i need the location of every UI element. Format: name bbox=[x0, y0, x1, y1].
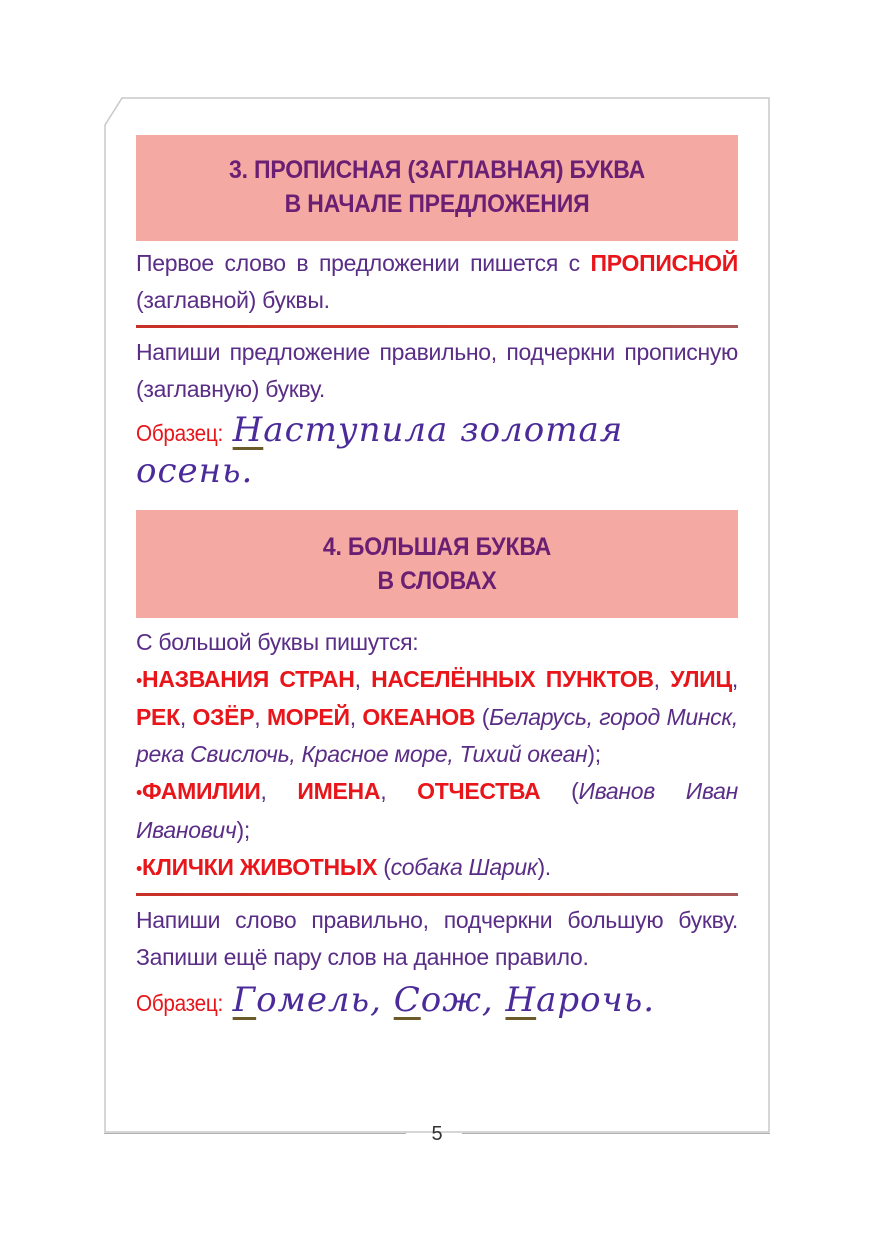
section3-sample bbox=[136, 410, 738, 450]
section4-heading-line2: В СЛОВАХ bbox=[160, 564, 714, 598]
underlined-capital: Н bbox=[505, 980, 537, 1021]
section3-heading bbox=[136, 135, 738, 241]
footer-line-right bbox=[462, 1133, 770, 1134]
section4-task: Напиши слово правильно, подчеркни большую букву. Запиши ещё пару слов на данное правило. bbox=[136, 907, 738, 971]
sample-label: Образец: bbox=[136, 420, 223, 446]
red-term: КЛИЧКИ ЖИВОТНЫХ bbox=[142, 853, 378, 880]
page-content bbox=[136, 135, 738, 1020]
section4-bullet-2: •ФАМИЛИИ, ИМЕНА, ОТЧЕСТВА (Иванов Иван Иванович); bbox=[136, 778, 738, 843]
sample-word: омель, bbox=[256, 980, 382, 1021]
red-term: РЕК bbox=[136, 704, 180, 731]
section3-heading-line2: В НАЧАЛЕ ПРЕДЛОЖЕНИЯ bbox=[160, 187, 714, 221]
example-text: собака Шарик bbox=[390, 853, 538, 880]
page-footer bbox=[104, 1123, 770, 1147]
section4-heading bbox=[136, 510, 738, 618]
red-term: УЛИЦ bbox=[670, 666, 732, 692]
underlined-capital: С bbox=[393, 980, 421, 1021]
example-text: Иванов Иван Иванович bbox=[136, 778, 738, 843]
section3-heading-line1: 3. ПРОПИСНАЯ (ЗАГЛАВНАЯ) БУКВА bbox=[160, 153, 714, 187]
section4-divider bbox=[136, 893, 738, 896]
footer-line-left bbox=[104, 1133, 406, 1134]
sample-word: ож, bbox=[420, 980, 494, 1021]
section4-bullet-1: •НАЗВАНИЯ СТРАН, НАСЕЛЁННЫХ ПУНКТОВ, УЛИЦ, РЕК, ОЗЁР, МОРЕЙ, ОКЕАНОВ (Беларусь, город Минск, река Свислочь, Красное море, Тихий океан); bbox=[136, 666, 739, 768]
page-number: 5 bbox=[431, 1123, 443, 1145]
section4-bullet-3: •КЛИЧКИ ЖИВОТНЫХ (собака Шарик). bbox=[136, 853, 551, 880]
section3-divider bbox=[136, 325, 738, 328]
sample-word: арочь. bbox=[536, 980, 656, 1021]
red-term: ОЗЁР bbox=[192, 704, 255, 731]
red-term: ИМЕНА bbox=[297, 778, 381, 805]
sample-handwriting bbox=[233, 980, 655, 1020]
section4-heading-line1: 4. БОЛЬШАЯ БУКВА bbox=[160, 530, 714, 564]
rule-text-after: (заглавной) буквы. bbox=[136, 287, 330, 313]
section3-rule bbox=[136, 245, 738, 319]
red-term: МОРЕЙ bbox=[266, 704, 350, 731]
sample-text: аступила золотая bbox=[263, 410, 624, 450]
red-term: ФАМИЛИИ bbox=[142, 778, 261, 805]
red-term: ОТЧЕСТВА bbox=[417, 778, 541, 805]
sample-label: Образец: bbox=[136, 990, 223, 1017]
section3-task: Напиши предложение правильно, подчеркни прописную (заглавную) букву. bbox=[136, 339, 738, 402]
red-term: НАЗВАНИЯ СТРАН bbox=[142, 666, 355, 692]
bullet-icon: • bbox=[136, 670, 143, 691]
rule-highlight: ПРОПИСНОЙ bbox=[590, 250, 738, 276]
underlined-capital: Н bbox=[232, 410, 264, 450]
sample-handwriting bbox=[233, 410, 624, 450]
rule-text: Первое слово в предложении пишется с bbox=[136, 250, 591, 276]
section4-sample bbox=[136, 980, 738, 1020]
example-text: Беларусь, город Минск, река Свислочь, Красное море, Тихий океан bbox=[136, 704, 739, 768]
section3-sample-line2: осень. bbox=[136, 451, 254, 491]
red-term: ОКЕАНОВ bbox=[362, 704, 476, 731]
bullet-icon: • bbox=[136, 782, 143, 803]
red-term: НАСЕЛЁННЫХ ПУНКТОВ bbox=[371, 666, 654, 692]
bullet-icon: • bbox=[136, 858, 143, 879]
underlined-capital: Г bbox=[232, 980, 257, 1021]
section4-intro: С большой буквы пишутся: bbox=[136, 629, 419, 655]
